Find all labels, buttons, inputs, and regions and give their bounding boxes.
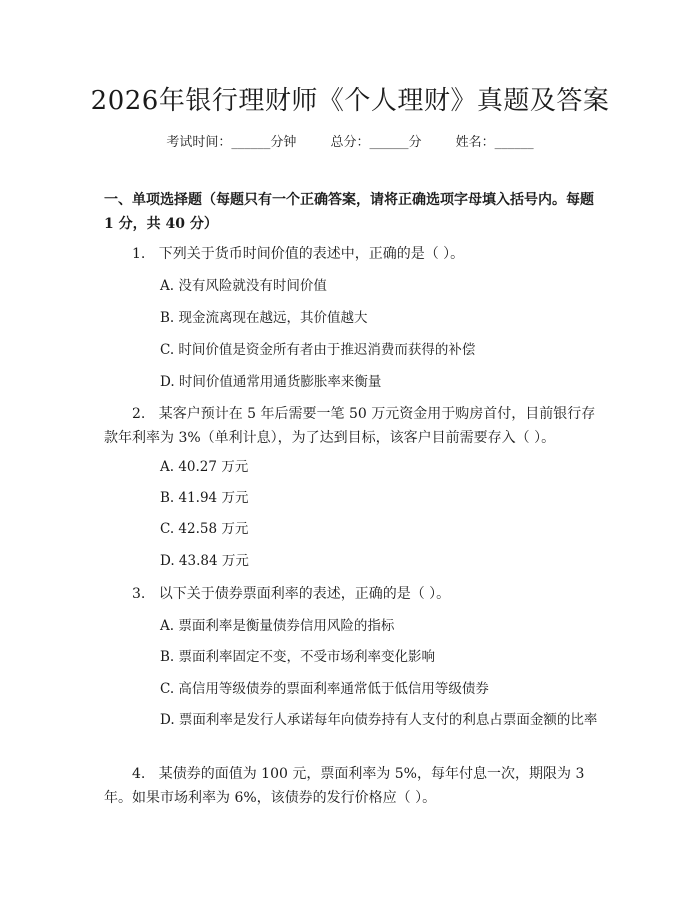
question-option: B. 现金流离现在越远，其价值越大	[160, 310, 368, 326]
exam-name: 姓名：______	[455, 135, 534, 150]
question-stem: 1. 下列关于货币时间价值的表述中，正确的是（ ）。	[132, 246, 465, 262]
question-option: A. 没有风险就没有时间价值	[160, 278, 327, 294]
question-option: B. 票面利率固定不变，不受市场利率变化影响	[160, 649, 436, 665]
question-option: D. 时间价值通常用通货膨胀率来衡量	[160, 374, 382, 390]
question-option: A. 票面利率是衡量债券信用风险的指标	[160, 618, 395, 634]
question-option: A. 40.27 万元	[160, 459, 249, 475]
exam-score: 总分：______分	[330, 135, 422, 150]
question-option: C. 时间价值是资金所有者由于推迟消费而获得的补偿	[160, 342, 476, 358]
exam-time: 考试时间：______分钟	[166, 135, 297, 150]
question-option: C. 42.58 万元	[160, 521, 249, 537]
question-stem: 2. 某客户预计在 5 年后需要一笔 50 万元资金用于购房首付，目前银行存款年利率为 3%（单利计息），为了达到目标，该客户目前需要存入（ ）。	[104, 406, 596, 446]
question-option: D. 票面利率是发行人承诺每年向债券持有人支付的利息占票面金额的比率	[160, 712, 598, 728]
document-title: 2026年银行理财师《个人理财》真题及答案	[90, 86, 610, 116]
question-stem: 4. 某债券的面值为 100 元，票面利率为 5%，每年付息一次，期限为 3 年。如果市场利率为 6%，该债券的发行价格应（ ）。	[104, 766, 585, 806]
question-option: B. 41.94 万元	[160, 490, 249, 506]
exam-meta	[0, 131, 700, 150]
section-heading: 一、单项选择题（每题只有一个正确答案，请将正确选项字母填入括号内。每题 1 分，共 40 分）	[104, 192, 594, 232]
question-stem: 3. 以下关于债券票面利率的表述，正确的是（ ）。	[132, 586, 451, 602]
question-option: D. 43.84 万元	[160, 553, 249, 569]
question-option: C. 高信用等级债券的票面利率通常低于低信用等级债券	[160, 681, 489, 697]
